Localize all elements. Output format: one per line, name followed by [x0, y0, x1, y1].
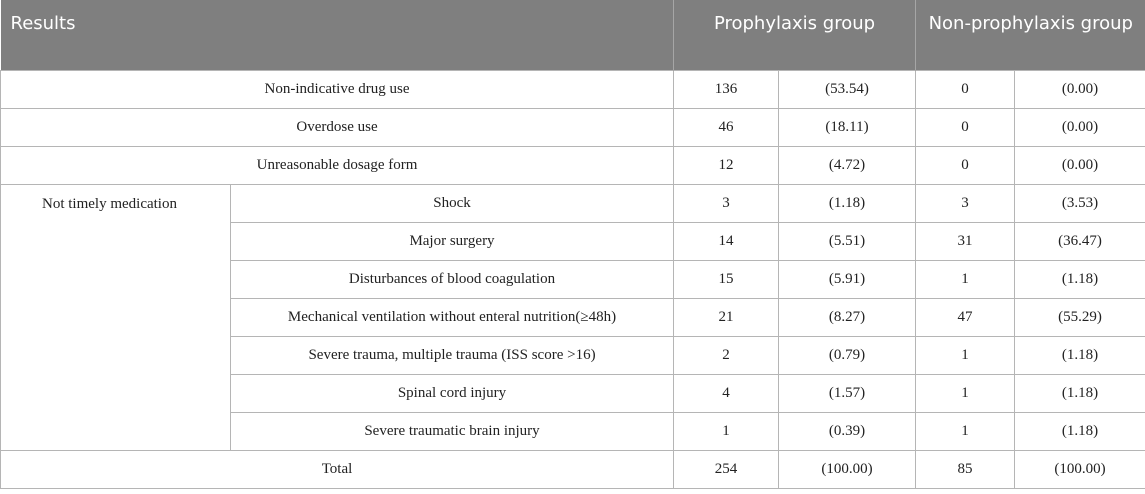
prophylaxis-percent: (0.39) — [779, 413, 916, 451]
prophylaxis-percent: (18.11) — [779, 109, 916, 147]
header-results: Results — [1, 0, 674, 71]
non-prophylaxis-count: 0 — [916, 71, 1015, 109]
non-prophylaxis-percent: (3.53) — [1015, 185, 1145, 223]
row-label: Spinal cord injury — [231, 375, 674, 413]
non-prophylaxis-count: 47 — [916, 299, 1015, 337]
prophylaxis-total-percent: (100.00) — [779, 451, 916, 489]
non-prophylaxis-percent: (1.18) — [1015, 261, 1145, 299]
prophylaxis-count: 1 — [674, 413, 779, 451]
prophylaxis-count: 3 — [674, 185, 779, 223]
prophylaxis-percent: (5.51) — [779, 223, 916, 261]
non-prophylaxis-count: 3 — [916, 185, 1015, 223]
prophylaxis-percent: (1.57) — [779, 375, 916, 413]
row-label: Major surgery — [231, 223, 674, 261]
non-prophylaxis-percent: (0.00) — [1015, 71, 1145, 109]
non-prophylaxis-total-count: 85 — [916, 451, 1015, 489]
prophylaxis-count: 12 — [674, 147, 779, 185]
row-label: Shock — [231, 185, 674, 223]
table-row — [1, 71, 1145, 109]
header-row — [1, 0, 1145, 71]
non-prophylaxis-percent: (36.47) — [1015, 223, 1145, 261]
table-row — [1, 109, 1145, 147]
non-prophylaxis-percent: (0.00) — [1015, 109, 1145, 147]
non-prophylaxis-count: 0 — [916, 147, 1015, 185]
row-label: Severe traumatic brain injury — [231, 413, 674, 451]
header-prophylaxis-group: Prophylaxis group — [674, 0, 916, 71]
prophylaxis-percent: (8.27) — [779, 299, 916, 337]
prophylaxis-count: 4 — [674, 375, 779, 413]
non-prophylaxis-count: 1 — [916, 261, 1015, 299]
non-prophylaxis-count: 1 — [916, 375, 1015, 413]
non-prophylaxis-total-percent: (100.00) — [1015, 451, 1145, 489]
row-label: Overdose use — [1, 109, 674, 147]
prophylaxis-percent: (4.72) — [779, 147, 916, 185]
header-non-prophylaxis-group: Non-prophylaxis group — [916, 0, 1145, 71]
table-row — [1, 147, 1145, 185]
non-prophylaxis-count: 31 — [916, 223, 1015, 261]
row-label: Mechanical ventilation without enteral nutrition(≥48h) — [231, 299, 674, 337]
total-row — [1, 451, 1145, 489]
row-label: Severe trauma, multiple trauma (ISS score >16) — [231, 337, 674, 375]
prophylaxis-percent: (53.54) — [779, 71, 916, 109]
row-label: Unreasonable dosage form — [1, 147, 674, 185]
prophylaxis-count: 2 — [674, 337, 779, 375]
total-label: Total — [1, 451, 674, 489]
non-prophylaxis-percent: (1.18) — [1015, 375, 1145, 413]
non-prophylaxis-percent: (55.29) — [1015, 299, 1145, 337]
non-prophylaxis-count: 0 — [916, 109, 1015, 147]
not-timely-medication-label: Not timely medication — [1, 185, 231, 451]
non-prophylaxis-percent: (0.00) — [1015, 147, 1145, 185]
row-label: Disturbances of blood coagulation — [231, 261, 674, 299]
prophylaxis-count: 136 — [674, 71, 779, 109]
prophylaxis-percent: (5.91) — [779, 261, 916, 299]
prophylaxis-count: 21 — [674, 299, 779, 337]
prophylaxis-count: 15 — [674, 261, 779, 299]
prophylaxis-count: 46 — [674, 109, 779, 147]
prophylaxis-total-count: 254 — [674, 451, 779, 489]
row-label: Non-indicative drug use — [1, 71, 674, 109]
non-prophylaxis-percent: (1.18) — [1015, 337, 1145, 375]
non-prophylaxis-count: 1 — [916, 337, 1015, 375]
non-prophylaxis-count: 1 — [916, 413, 1015, 451]
prophylaxis-percent: (1.18) — [779, 185, 916, 223]
prophylaxis-percent: (0.79) — [779, 337, 916, 375]
prophylaxis-count: 14 — [674, 223, 779, 261]
table-row — [1, 185, 1145, 223]
non-prophylaxis-percent: (1.18) — [1015, 413, 1145, 451]
